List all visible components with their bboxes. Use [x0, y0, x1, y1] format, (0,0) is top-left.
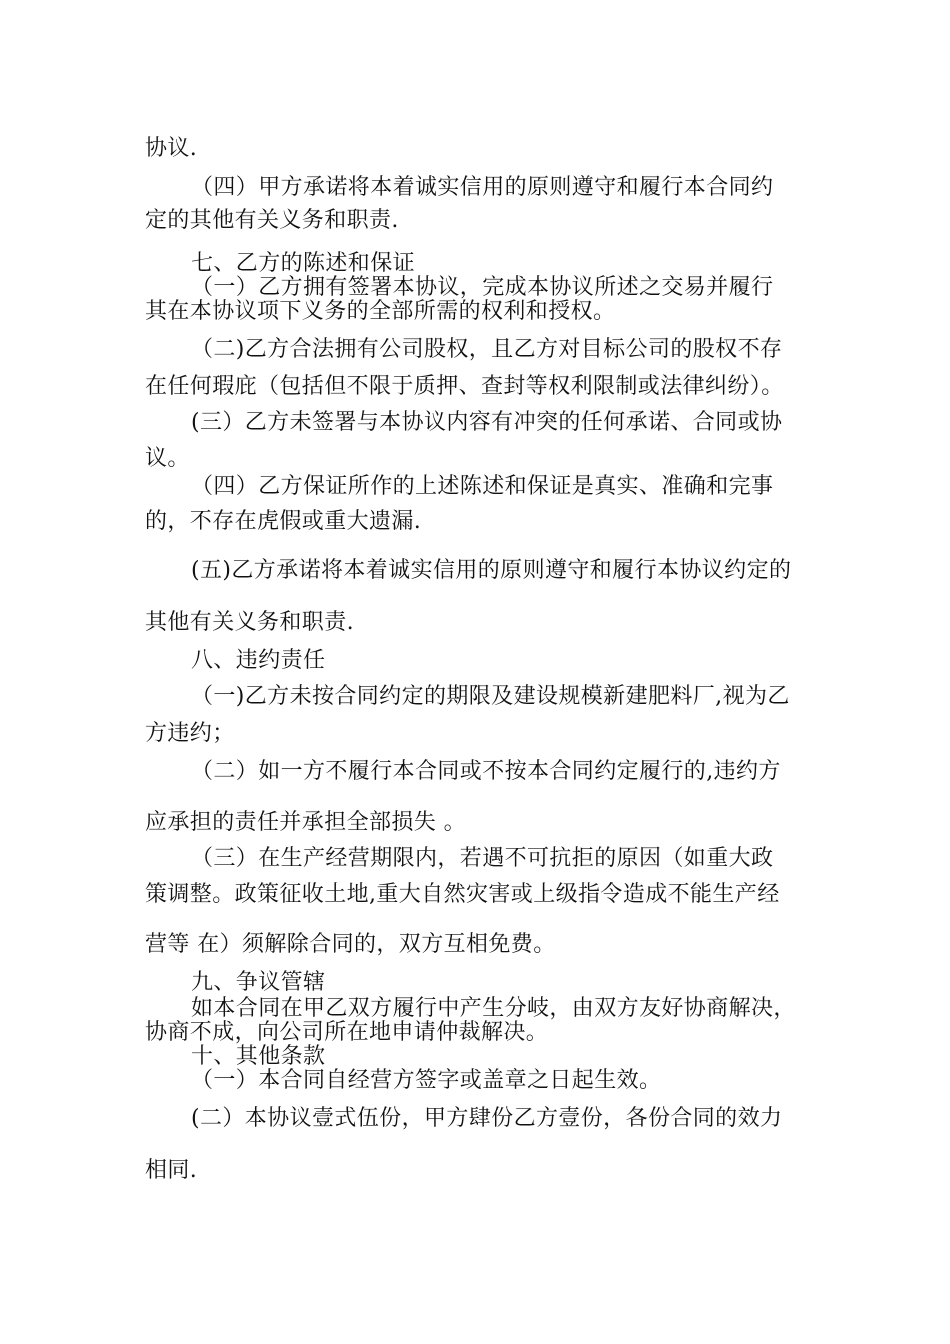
- section-heading: 八、违约责任: [191, 648, 326, 673]
- text-line: 方违约；: [145, 721, 235, 746]
- text-line: 如本合同在甲乙双方履行中产生分岐，由双方友好协商解决，: [191, 996, 796, 1021]
- section-heading: 七、乙方的陈述和保证: [191, 251, 416, 276]
- text-line: 在任何瑕庇（包括但不限于质押、查封等权利限制或法律纠纷）。: [145, 374, 784, 399]
- text-line: (三）乙方未签署与本协议内容有冲突的任何承诺、合同或协: [191, 410, 783, 435]
- section-heading: 九、争议管辖: [191, 970, 326, 995]
- text-line: （一)乙方未按合同约定的期限及建设规模新建肥料厂,视为乙: [191, 684, 790, 709]
- text-line: 协商不成，向公司所在地申请仲裁解决。: [145, 1020, 549, 1045]
- text-line: 议。: [145, 446, 190, 471]
- text-line: （二）如一方不履行本合同或不按本合同约定履行的,违约方: [191, 759, 781, 784]
- text-line: (二）本协议壹式伍份，甲方肆份乙方壹份，各份合同的效力: [191, 1106, 783, 1131]
- text-line: 相同.: [145, 1158, 198, 1183]
- text-line: 其他有关义务和职责.: [145, 610, 354, 635]
- text-line: （四）乙方保证所作的上述陈述和保证是真实、准确和完事: [191, 474, 774, 499]
- text-line: （三）在生产经营期限内，若遇不可抗拒的原因（如重大政: [191, 846, 774, 871]
- text-line: 协议.: [145, 136, 198, 161]
- text-line: （四）甲方承诺将本着诚实信用的原则遵守和履行本合同约: [191, 175, 774, 200]
- section-heading: 十、其他条款: [191, 1044, 326, 1069]
- text-line: 营等 在）须解除合同的，双方互相免费。: [145, 932, 556, 957]
- text-line: 定的其他有关义务和职责.: [145, 208, 399, 233]
- text-line: 的，不存在虎假或重大遗漏.: [145, 509, 422, 534]
- text-line: （一）本合同自经营方签字或盖章之日起生效。: [191, 1068, 662, 1093]
- text-line: （一）乙方拥有签署本协议，完成本协议所述之交易并履行: [191, 275, 774, 300]
- text-line: 策调整。政策征收土地,重大自然灾害或上级指令造成不能生产经: [145, 882, 780, 907]
- text-line: （二)乙方合法拥有公司股权，且乙方对目标公司的股权不存: [191, 337, 783, 362]
- text-line: 其在本协议项下义务的全部所需的权利和授权。: [145, 299, 616, 324]
- text-line: (五)乙方承诺将本着诚实信用的原则遵守和履行本协议约定的: [191, 558, 792, 583]
- text-line: 应承担的责任并承担全部损失 。: [145, 810, 466, 835]
